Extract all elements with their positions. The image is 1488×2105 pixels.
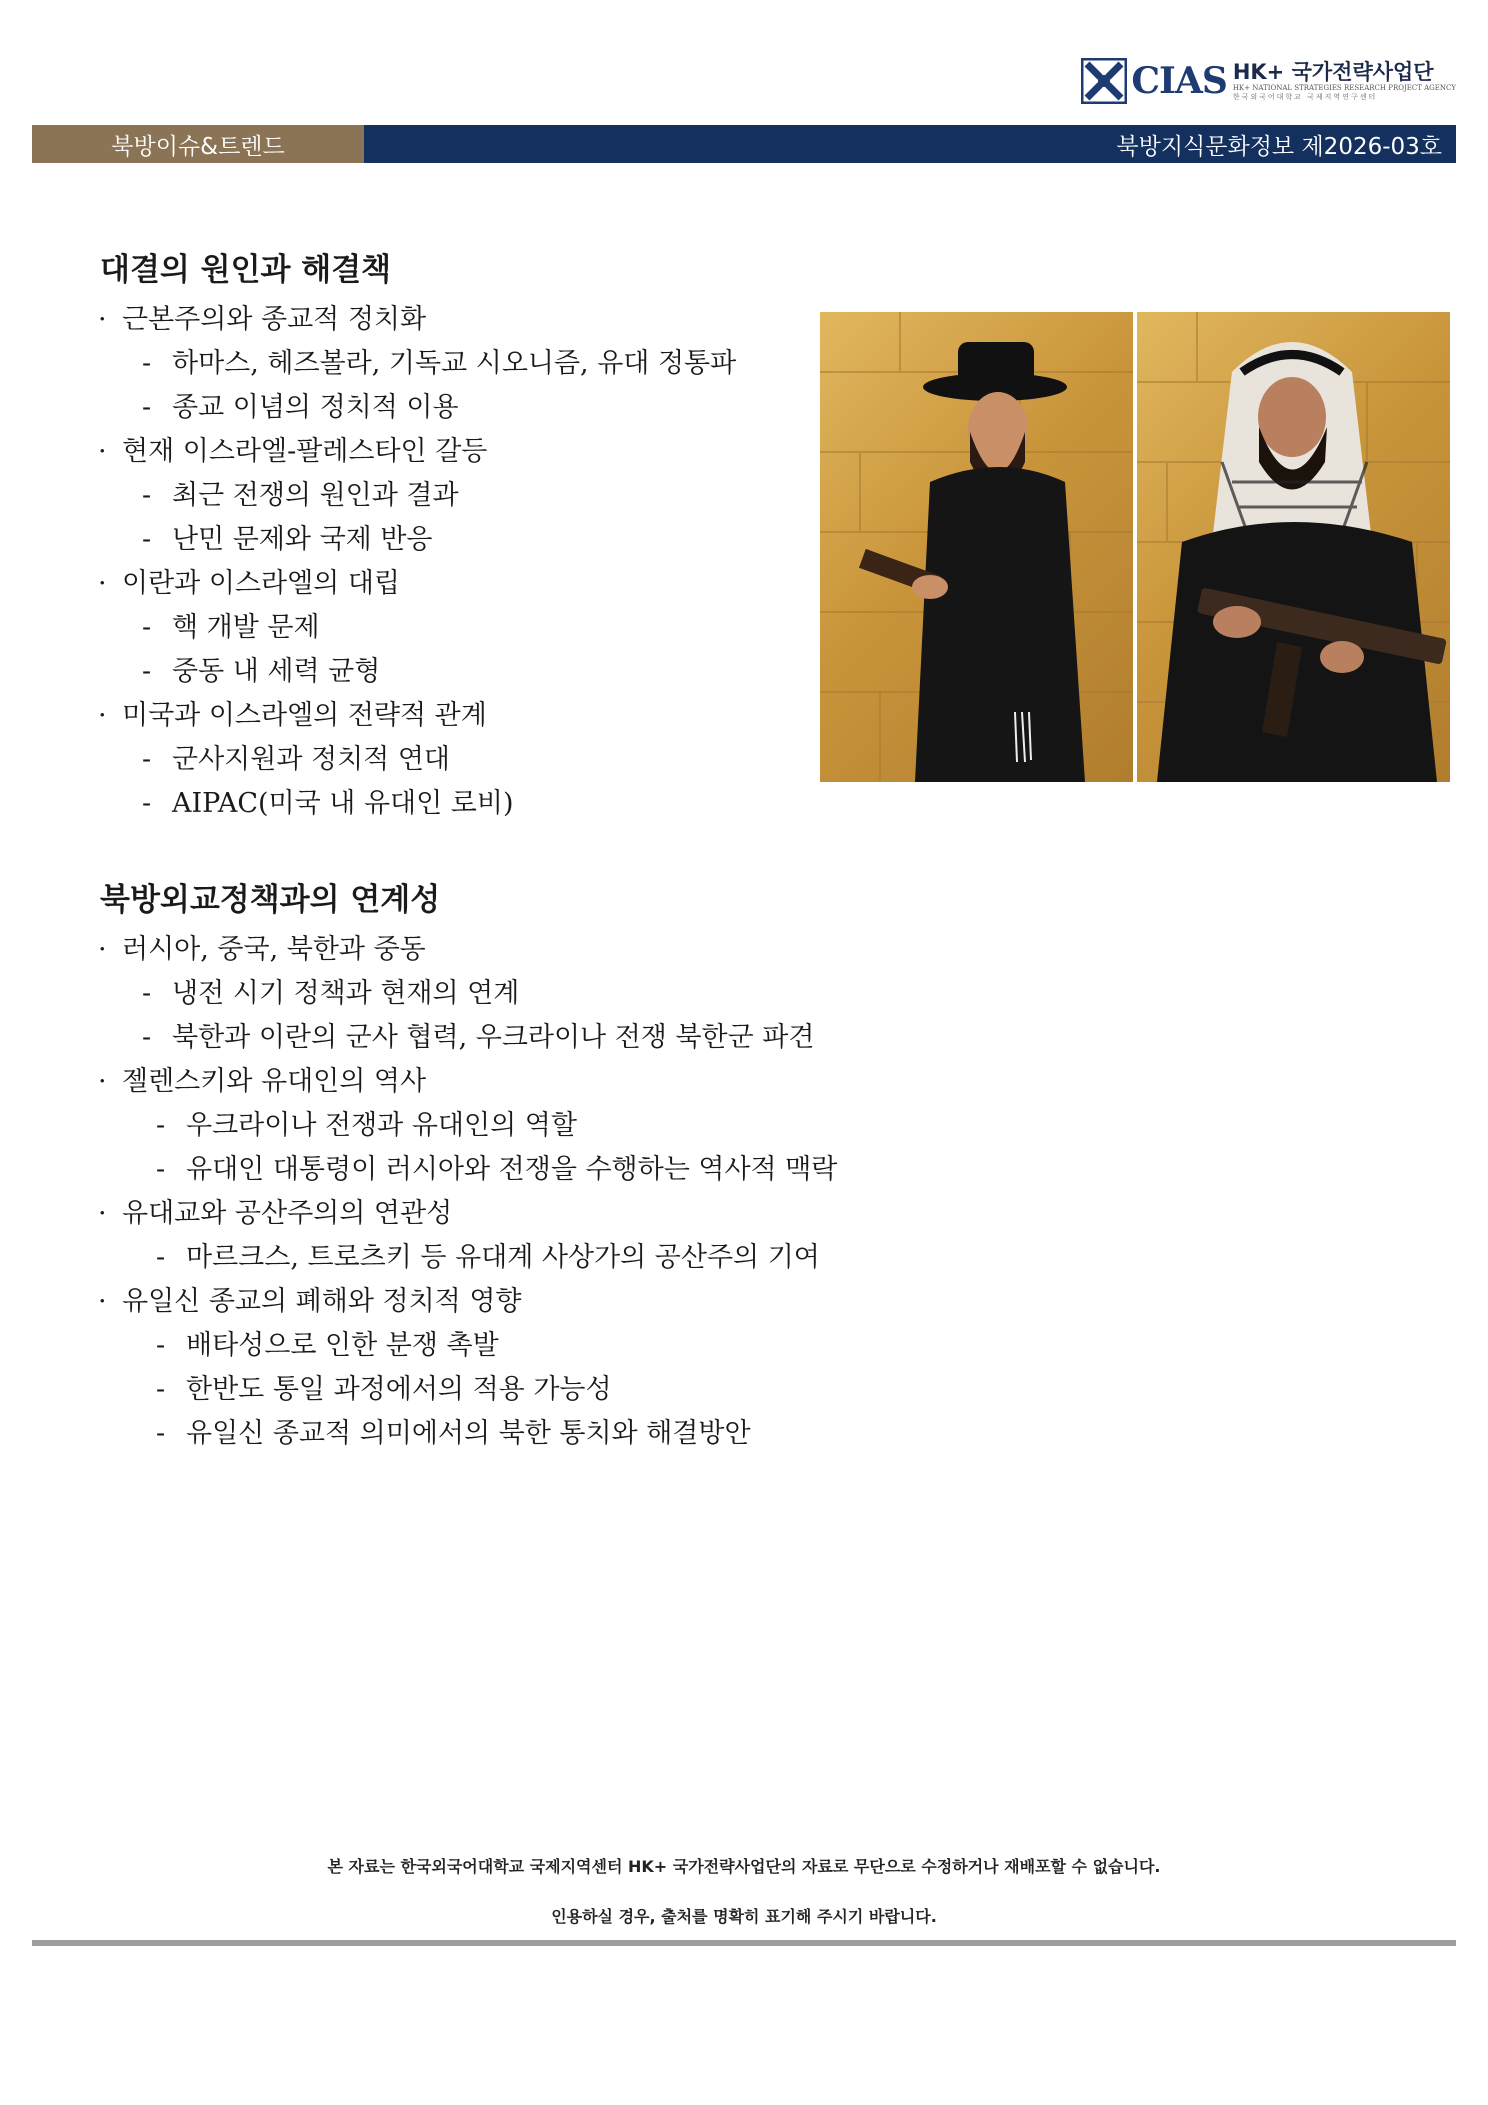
section-causes-solutions [100,248,736,826]
sub-item: - 배타성으로 인한 분쟁 촉발 [156,1330,499,1361]
category-label: 북방이슈&트렌드 [32,125,364,163]
footer-divider [32,1940,1456,1946]
issue-number: 북방지식문화정보 제2026-03호 [364,125,1456,163]
list-item: · 미국과 이스라엘의 전략적 관계 [98,700,487,731]
sub-item: - 최근 전쟁의 원인과 결과 [142,480,459,511]
list-item: · 유대교와 공산주의의 연관성 [98,1198,453,1229]
footer-citation-notice: 인용하실 경우, 출처를 명확히 표기해 주시기 바랍니다. [551,1907,937,1926]
list-item: · 러시아, 중국, 북한과 중동 [98,934,426,965]
footer-copyright-notice: 본 자료는 한국외국어대학교 국제지역센터 HK+ 국가전략사업단의 자료로 무단으로 수정하거나 재배포할 수 없습니다. [327,1857,1161,1876]
logo-cias-text: CIAS [1131,60,1227,102]
section-northern-diplomacy [100,878,837,1456]
bullet-text: 미국과 이스라엘의 전략적 관계 [122,700,487,731]
sub-item: - 마르크스, 트로츠키 등 유대계 사상가의 공산주의 기여 [156,1242,820,1273]
sub-item: - 북한과 이란의 군사 협력, 우크라이나 전쟁 북한군 파견 [142,1022,815,1053]
sub-item: - 냉전 시기 정책과 현재의 연계 [142,978,520,1009]
cias-logo [1081,56,1456,106]
bullet-text: 젤렌스키와 유대인의 역사 [122,1066,427,1097]
bullet-text: 이란과 이스라엘의 대립 [122,568,400,599]
cias-emblem-icon [1081,58,1127,104]
bullet-text: 유대교와 공산주의의 연관성 [122,1198,453,1229]
sub-item: - 중동 내 세력 균형 [142,656,381,687]
bullet-text: 러시아, 중국, 북한과 중동 [122,934,426,965]
photo-armed-man-keffiyeh [1137,312,1450,782]
sub-item: - 유일신 종교적 의미에서의 북한 통치와 해결방안 [156,1418,751,1449]
sub-item: - 하마스, 헤즈볼라, 기독교 시오니즘, 유대 정통파 [142,348,737,379]
sub-item: - 한반도 통일 과정에서의 적용 가능성 [156,1374,612,1405]
sub-item: - 종교 이념의 정치적 이용 [142,392,459,423]
list-item: · 현재 이스라엘-팔레스타인 갈등 [98,436,488,467]
sub-item: - 난민 문제와 국제 반응 [142,524,433,555]
logo-subtitle-en: HK+ NATIONAL STRATEGIES RESEARCH PROJECT AGENCY [1232,84,1456,92]
list-item: · 이란과 이스라엘의 대립 [98,568,400,599]
illustration-photos [820,312,1450,782]
sub-item: - AIPAC(미국 내 유대인 로비) [142,788,514,819]
bullet-text: 근본주의와 종교적 정치화 [122,304,427,335]
sub-item: - 유대인 대통령이 러시아와 전쟁을 수행하는 역사적 맥락 [156,1154,838,1185]
list-item: · 젤렌스키와 유대인의 역사 [98,1066,427,1097]
sub-item: - 군사지원과 정치적 연대 [142,744,450,775]
bullet-text: 유일신 종교의 폐해와 정치적 영향 [122,1286,522,1317]
bullet-text: 현재 이스라엘-팔레스타인 갈등 [122,436,488,467]
section-title: 북방외교정책과의 연계성 [100,882,441,918]
logo-title: HK+ 국가전략사업단 [1232,60,1434,84]
list-item: · 근본주의와 종교적 정치화 [98,304,427,335]
sub-item: - 핵 개발 문제 [142,612,320,643]
header-band [32,125,1456,163]
logo-subtitle-ko: 한국외국어대학교 국제지역연구센터 [1232,93,1378,101]
photo-orthodox-man-reading [820,312,1133,782]
sub-item: - 우크라이나 전쟁과 유대인의 역할 [156,1110,577,1141]
list-item: · 유일신 종교의 폐해와 정치적 영향 [98,1286,522,1317]
section-title: 대결의 원인과 해결책 [100,252,392,288]
